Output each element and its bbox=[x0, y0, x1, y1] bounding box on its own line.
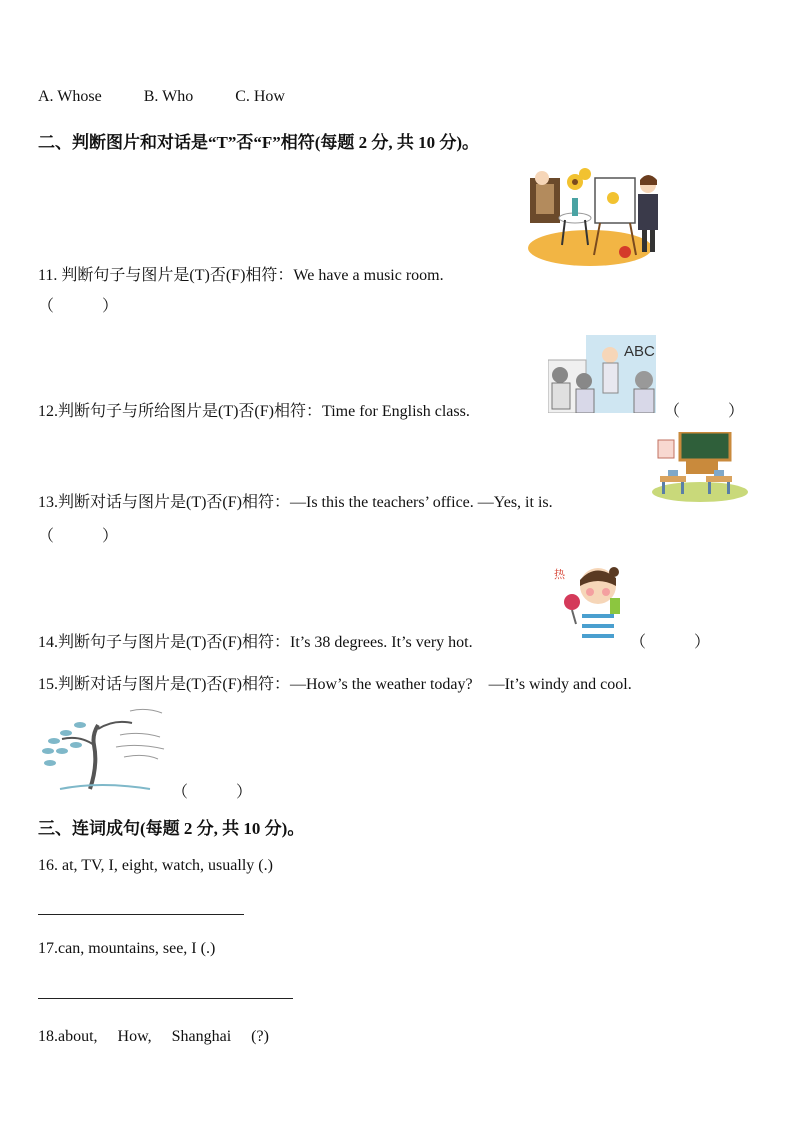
art-room-picture bbox=[520, 160, 670, 275]
hot-weather-picture bbox=[552, 562, 626, 650]
answer-blank-15[interactable]: （ ） bbox=[172, 784, 253, 801]
answer-blank-12[interactable]: （ ） bbox=[664, 403, 745, 420]
question-18: 18.about, How, Shanghai (?) bbox=[38, 1028, 269, 1045]
section-2-heading: 二、判断图片和对话是“T”否“F”相符(每题 2 分, 共 10 分)。 bbox=[38, 133, 480, 152]
question-11: 11. 判断句子与图片是(T)否(F)相符：We have a music room. bbox=[38, 267, 444, 284]
option-c: C. How bbox=[235, 88, 285, 105]
option-b: B. Who bbox=[143, 88, 194, 105]
answer-line-17[interactable] bbox=[38, 998, 293, 999]
board-text: ABC bbox=[624, 343, 655, 360]
question-13: 13.判断对话与图片是(T)否(F)相符：—Is this the teachers’ office. —Yes, it is. bbox=[38, 494, 553, 511]
option-a: A. Whose bbox=[38, 88, 102, 105]
windy-tree-picture bbox=[40, 705, 168, 793]
english-class-picture bbox=[548, 335, 656, 413]
hot-label: 热 bbox=[554, 568, 565, 581]
section-3-heading: 三、连词成句(每题 2 分, 共 10 分)。 bbox=[38, 819, 305, 838]
question-16: 16. at, TV, I, eight, watch, usually (.) bbox=[38, 857, 273, 874]
question-12: 12.判断句子与所给图片是(T)否(F)相符：Time for English class. bbox=[38, 403, 470, 420]
question-15: 15.判断对话与图片是(T)否(F)相符：—How’s the weather today? —It’s windy and cool. bbox=[38, 676, 632, 693]
answer-blank-11[interactable]: （ ） bbox=[38, 298, 119, 315]
question-17: 17.can, mountains, see, I (.) bbox=[38, 940, 216, 957]
classroom-picture bbox=[650, 432, 750, 504]
answer-options bbox=[38, 88, 323, 106]
answer-blank-13[interactable]: （ ） bbox=[38, 528, 119, 545]
question-14: 14.判断句子与图片是(T)否(F)相符：It’s 38 degrees. It’s very hot. bbox=[38, 634, 473, 651]
answer-line-16[interactable] bbox=[38, 914, 244, 915]
answer-blank-14[interactable]: （ ） bbox=[630, 634, 711, 651]
